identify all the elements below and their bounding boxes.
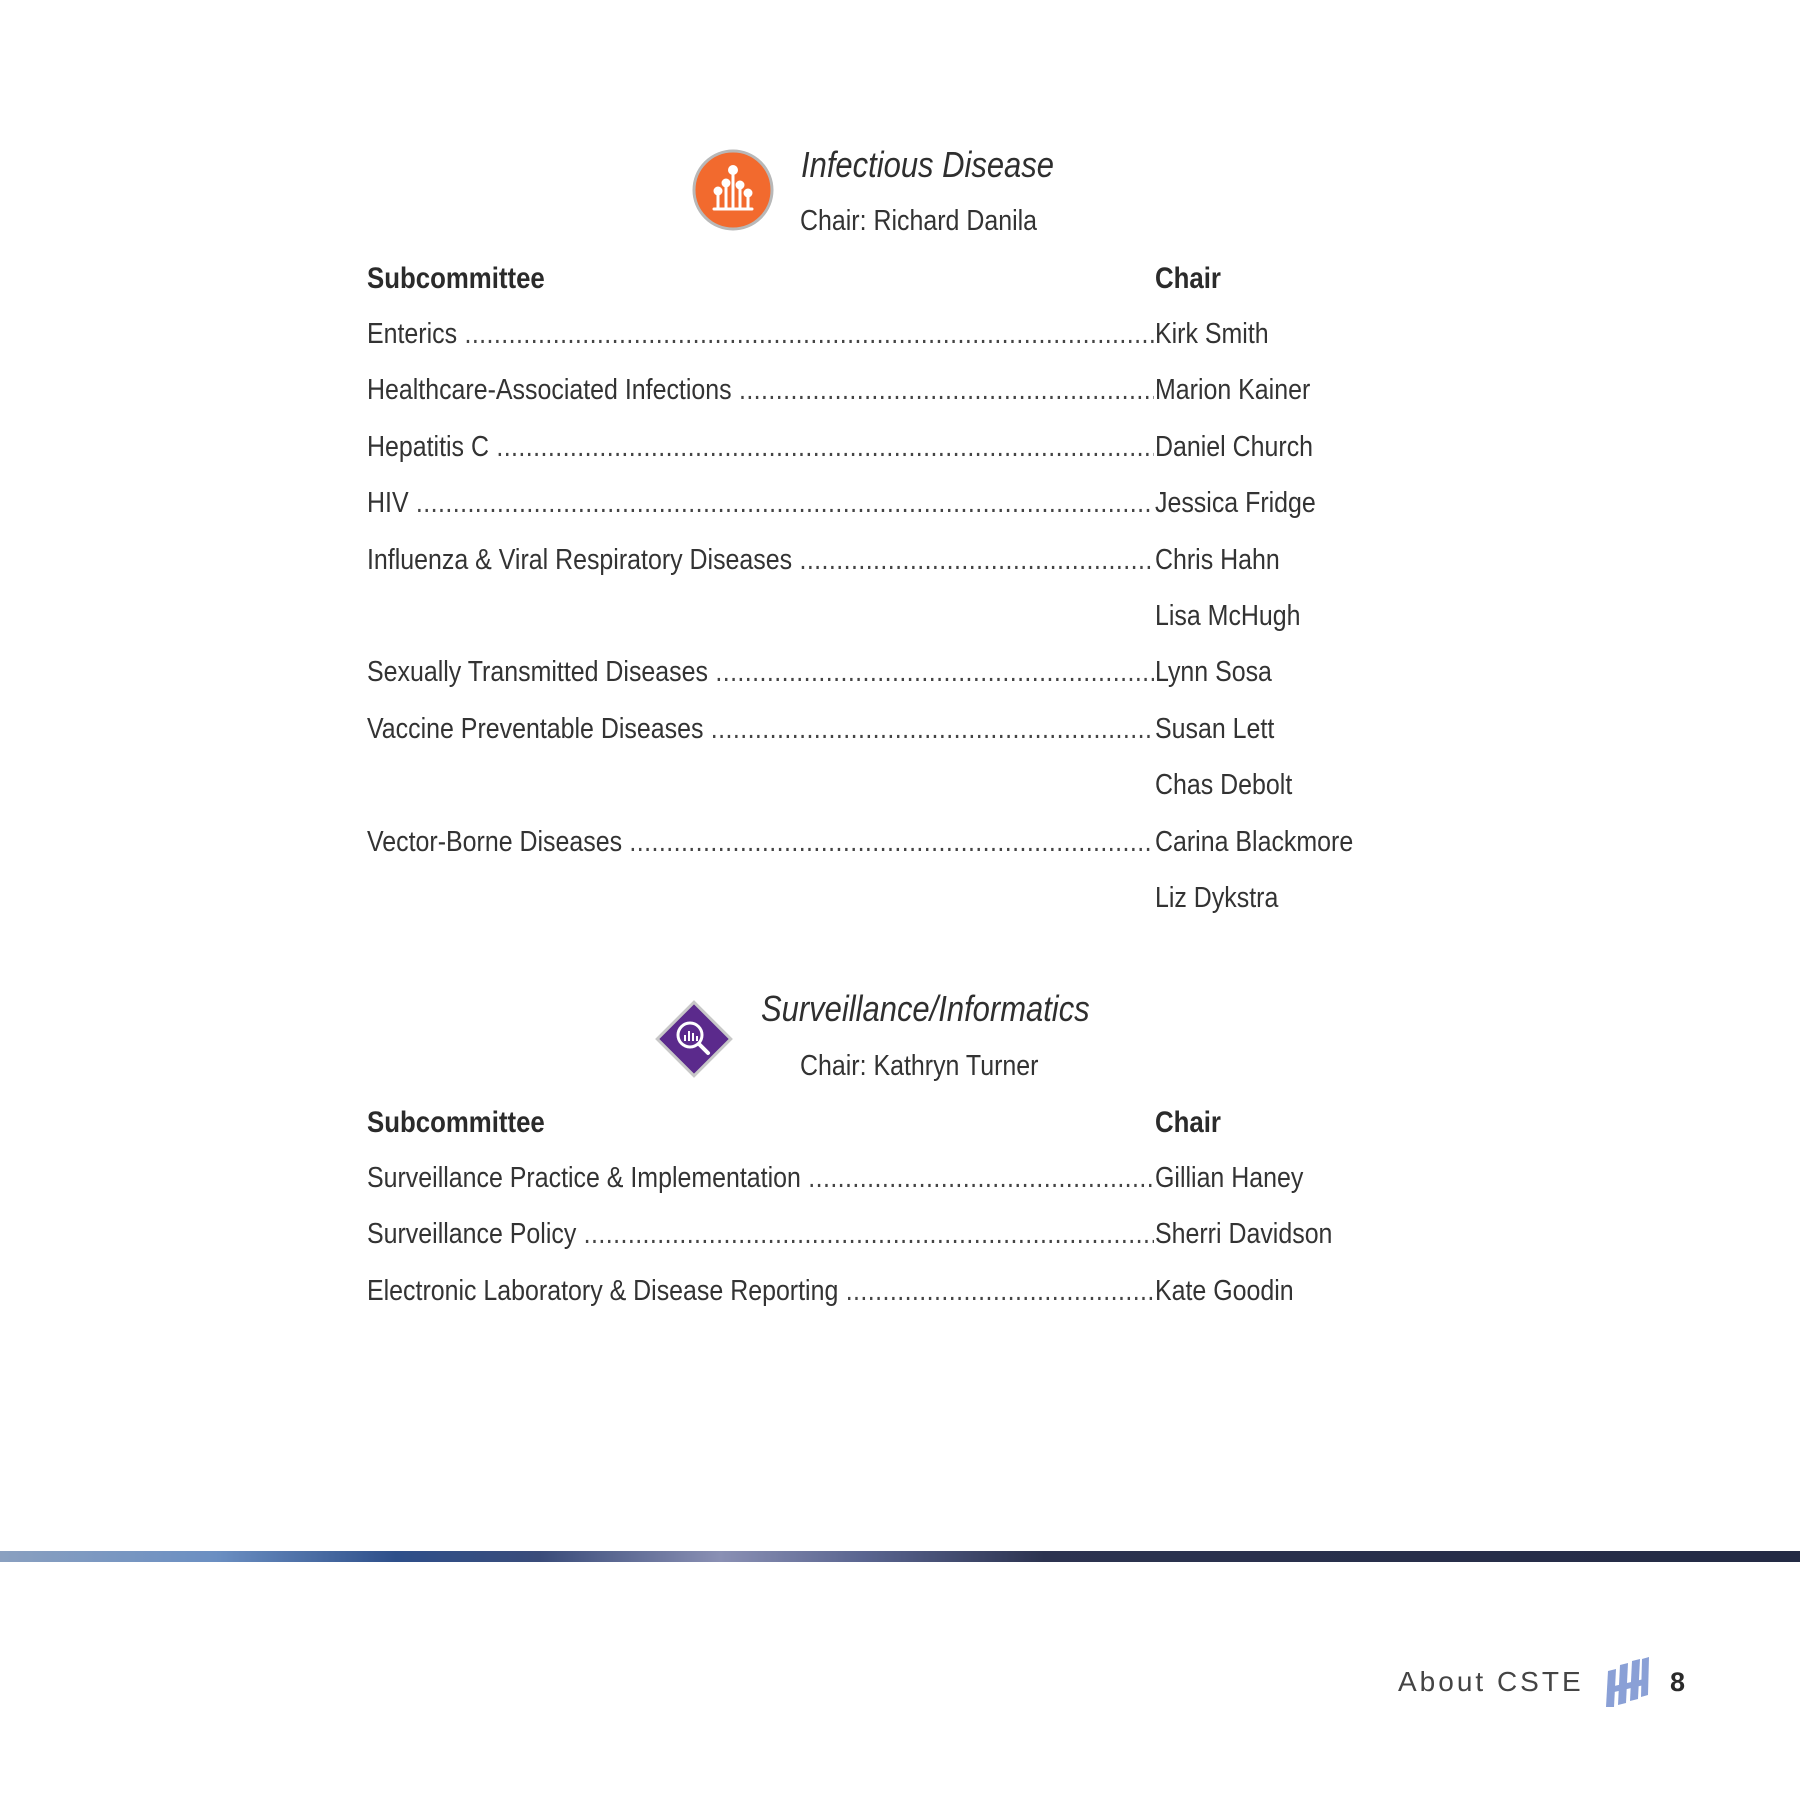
chair-name: Kate Goodin [1155, 1274, 1294, 1307]
chair-name: Lisa McHugh [1155, 599, 1301, 632]
list-item [367, 759, 1407, 815]
list-item [367, 1208, 1407, 1264]
chair-name: Carina Blackmore [1155, 825, 1354, 858]
section-chair: Chair: Kathryn Turner [800, 1050, 1039, 1082]
magnifier-diamond-icon [654, 999, 734, 1079]
list-item [367, 534, 1407, 590]
section-chair: Chair: Richard Danila [800, 205, 1038, 237]
column-header-subcommittee: Subcommittee [367, 1106, 545, 1139]
list-item [367, 703, 1407, 759]
section-title: Infectious Disease [801, 144, 1054, 185]
subcommittee-name: Healthcare-Associated Infections ..... [367, 374, 1154, 406]
list-item [367, 816, 1407, 872]
list-item [367, 308, 1407, 364]
section-title: Surveillance/Informatics [761, 988, 1090, 1029]
footer-label: About CSTE [1398, 1666, 1584, 1697]
subcommittee-name: Surveillance Policy ..... [367, 1218, 1154, 1250]
bar-chart-circle-icon [692, 149, 774, 231]
list-item [367, 364, 1407, 420]
subcommittee-list [367, 1152, 1407, 1321]
chair-name: Lynn Sosa [1155, 656, 1272, 689]
footer-divider-bar [0, 1551, 1800, 1562]
subcommittee-name: Surveillance Practice & Implementation ..... [367, 1162, 1154, 1194]
subcommittee-list [367, 308, 1407, 928]
chair-name: Liz Dykstra [1155, 881, 1279, 914]
subcommittee-name: Sexually Transmitted Diseases ..... [367, 656, 1154, 688]
chair-name: Sherri Davidson [1155, 1218, 1333, 1251]
subcommittee-name: Influenza & Viral Respiratory Diseases ..... [367, 544, 1154, 576]
chair-name: Kirk Smith [1155, 318, 1269, 350]
subcommittee-name: HIV ..... [367, 487, 1154, 519]
subcommittee-name: Vector-Borne Diseases ..... [367, 826, 1154, 858]
chair-name: Jessica Fridge [1155, 487, 1316, 520]
list-item [367, 477, 1407, 533]
cste-logo-icon [1604, 1657, 1650, 1709]
chair-name: Susan Lett [1155, 712, 1275, 745]
subcommittee-name: Vaccine Preventable Diseases ..... [367, 713, 1154, 745]
chair-name: Chas Debolt [1155, 769, 1293, 802]
subcommittee-name: Enterics ..... [367, 318, 1154, 350]
chair-name: Marion Kainer [1155, 374, 1311, 407]
subcommittee-name: Hepatitis C ..... [367, 431, 1154, 463]
list-item [367, 646, 1407, 702]
chair-name: Chris Hahn [1155, 543, 1280, 576]
list-item [367, 421, 1407, 477]
column-header-chair: Chair [1155, 1106, 1221, 1139]
list-item [367, 1152, 1407, 1208]
column-header-chair: Chair [1155, 262, 1221, 295]
page-number: 8 [1670, 1667, 1686, 1697]
list-item [367, 872, 1407, 928]
chair-name: Gillian Haney [1155, 1162, 1304, 1194]
chair-name: Daniel Church [1155, 430, 1314, 463]
list-item [367, 590, 1407, 646]
subcommittee-name: Electronic Laboratory & Disease Reporting ..... [367, 1275, 1154, 1307]
list-item [367, 1265, 1407, 1321]
column-header-subcommittee: Subcommittee [367, 262, 545, 295]
